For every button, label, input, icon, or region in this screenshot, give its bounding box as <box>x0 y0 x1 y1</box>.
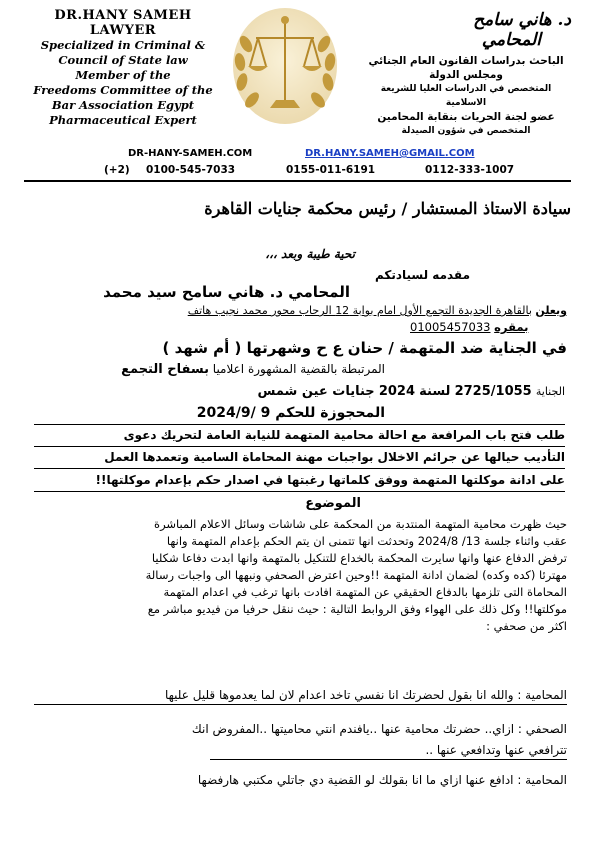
subject-heading: الموضوع <box>305 496 361 511</box>
case-no-label: الجناية <box>535 385 565 398</box>
request-line: طلب فتح باب المرافعة مع احالة محامية المتهمة للنيابة العامة لتحريك دعوى <box>34 424 565 447</box>
case-line: في الجناية ضد المتهمة / حنان ع ح وشهرتها ( أم شهد ) <box>162 339 567 357</box>
greeting: تحية طيبة وبعد ،،، <box>265 247 355 261</box>
header-english <box>28 8 218 128</box>
submitted-to: مقدمه لسيادتكم <box>374 268 470 282</box>
address-label: ويعلن <box>535 304 567 317</box>
request-line: التأديب حيالها عن جرائم الاخلال بواجبات مهنة المحاماة السامية وتعمدها العمل <box>34 447 565 469</box>
paragraph-line: ترفض الدفاع عنها وانها سايرت المحكمة بالخداع للتنكيل بالمتهمة وانها ابدت دفاعا شكليا <box>151 551 567 565</box>
paragraph-line: اكثر من صحفي : <box>486 619 567 633</box>
case-year: 2024 <box>378 384 415 399</box>
country-code: (+2) <box>104 164 130 176</box>
credential-line-ar: المتخصص في شؤون الصيدلة <box>401 126 531 136</box>
quote-journalist-cont: تترافعي عنها وتدافعي عنها .. <box>210 743 567 760</box>
case-no: 2725/1055 <box>454 384 532 399</box>
linked-case-prefix: المرتبطة بالقضية المشهورة اعلاميا <box>212 362 385 376</box>
reserved-date: المحجوزة للحكم 9 /2024/9 <box>196 405 385 421</box>
phone-number: 0100-545-7033 <box>146 164 236 176</box>
credential-line-ar: الباحث بدراسات القانون العام الجنائي <box>368 55 564 67</box>
request-line: على ادانة موكلتها المتهمة ووفق كلماتها رغبتها في اصدار حكم بإعدام موكلتها!! <box>34 470 565 492</box>
address-phone: 01005457033 <box>410 320 491 334</box>
lawyer-line: المحامي د. هاني سامح سيد محمد <box>103 283 350 301</box>
linked-case-name: بسفاح التجمع <box>121 362 209 377</box>
credential-line: Pharmaceutical Expert <box>49 113 197 127</box>
credential-line-ar: عضو لجنة الحريات بنقابة المحامين <box>377 111 555 123</box>
address-text: بالقاهرة الجديدة التجمع الأول امام بوابة 12 الرحاب محور محمد نجيب هاتف <box>187 304 532 317</box>
phone-number: 0112-333-1007 <box>425 164 515 176</box>
court-name: جنايات عين شمس <box>257 384 375 399</box>
credential-line: Council of State law <box>58 53 188 67</box>
credential-line: Specialized in Criminal & <box>40 38 206 52</box>
paragraph-line: حيث ظهرت محامية المتهمة المنتدبة من المحكمة على شاشات وسائل الاعلام المباشرة <box>154 517 567 531</box>
year-label: لسنة <box>419 384 451 399</box>
addressee-heading: سيادة الاستاذ المستشار / رئيس محكمة جنايات القاهرة <box>204 199 571 218</box>
body-paragraph <box>27 516 567 635</box>
case-number-line <box>257 384 565 399</box>
website[interactable]: DR-HANY-SAMEH.COM <box>128 148 253 159</box>
lawyer-title-ar: المحامي <box>481 30 541 50</box>
address-phone-line <box>410 320 567 334</box>
office-label: بمقره <box>494 320 529 334</box>
paragraph-line: مهترئا (كده وكده) لضمان ادانة المتهمة !!وحين اعترض الصحفي ونبهها الى واجبات رسالة <box>145 568 567 582</box>
quote-lawyer-1: المحامية : والله انا بقول لحضرتك انا نفسي تاخد اعدام لان لما يعدموها قليل عليها <box>34 688 567 705</box>
credential-line-ar: ومجلس الدولة <box>429 69 503 81</box>
lawyer-name-ar: د. هاني سامح <box>473 10 571 30</box>
credential-line-ar: المتخصص في الدراسات العليا للشريعة الاسلامية <box>380 84 552 108</box>
address-line <box>188 304 567 317</box>
quote-journalist: الصحفي : ازاي.. حضرتك محامية عنها ..يافندم انتي محاميتها ..المفروض انك <box>191 722 567 736</box>
email-link[interactable]: DR.HANY.SAMEH@GMAIL.COM <box>305 148 475 159</box>
paragraph-line: عقب واثناء جلسة 13/ 2024/8 وتحدثت انها تتمنى ان يتم الحكم بإعدام المتهمة وانها <box>166 534 567 548</box>
lawyer-name-en: DR.HANY SAMEH <box>54 8 192 23</box>
header-arabic <box>361 10 571 138</box>
credential-line: Freedoms Committee of the <box>33 83 213 97</box>
quote-lawyer-2: المحامية : ادافع عنها ازاي ما انا بقولك لو القضية دي جاتلي مكتبي هارفضها <box>197 773 567 787</box>
paragraph-line: موكلتها!! وكل ذلك على الهواء وفق الروابط التالية : حيث ننقل حرفيا من فيديو مباشر مع <box>147 602 567 616</box>
scales-of-justice-logo <box>228 4 342 128</box>
linked-case-line <box>121 362 385 377</box>
paragraph-line: المحاماة التى تلزمها بالدفاع الحقيقي عن المتهمة افادت بانها ترغب في اعدام المتهمة <box>163 585 567 599</box>
header-divider <box>24 180 571 182</box>
phone-number: 0155-011-6191 <box>286 164 376 176</box>
credential-line: Bar Association Egypt <box>51 98 195 112</box>
lawyer-title-en: LAWYER <box>89 23 157 38</box>
credential-line: Member of the <box>75 68 171 82</box>
